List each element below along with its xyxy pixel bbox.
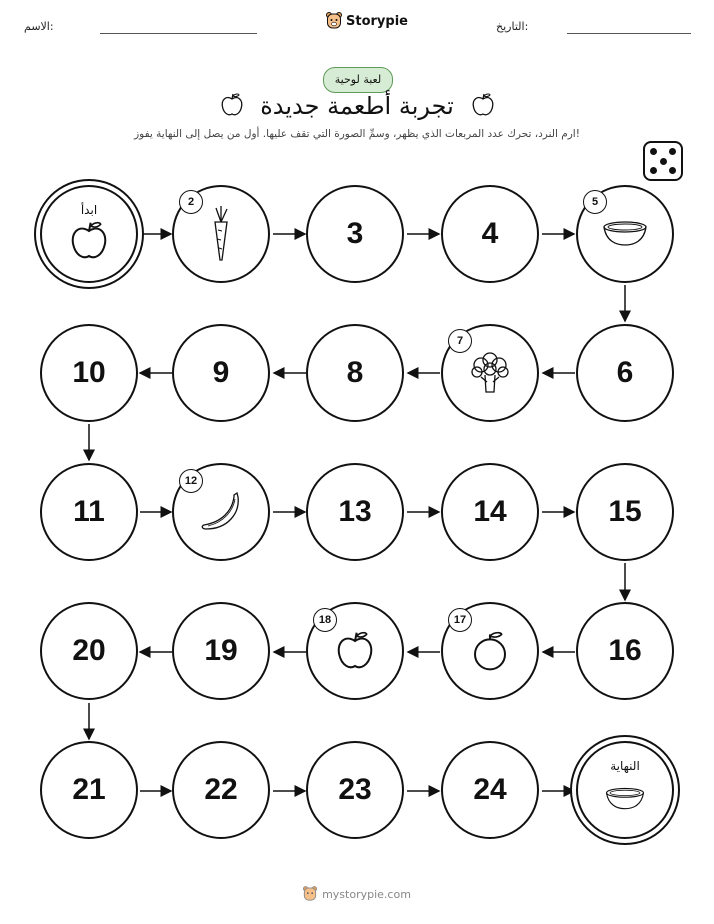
cell-number: 13	[338, 495, 372, 528]
board-cell-22	[172, 741, 270, 839]
board-cell-19	[172, 602, 270, 700]
cell-number: 15	[608, 495, 642, 528]
cell-number-badge: 17	[448, 608, 472, 632]
board-cell-11	[40, 463, 138, 561]
cell-number: 6	[616, 356, 634, 389]
board-cell-8	[306, 324, 404, 422]
footer-site[interactable]: mystorypie.com	[322, 887, 411, 901]
brand-name: Storypie	[346, 13, 408, 29]
page-title: تجربة أطعمة جديدة	[260, 92, 454, 120]
cell-number: 10	[72, 356, 106, 389]
broccoli-icon	[467, 350, 513, 396]
end-cell	[576, 741, 674, 839]
cell-number: 22	[204, 773, 238, 806]
cell-number-badge: 12	[179, 469, 203, 493]
cell-number: 24	[473, 773, 507, 806]
board-cell-23	[306, 741, 404, 839]
cell-number-badge: 18	[313, 608, 337, 632]
bear-logo-icon	[303, 886, 317, 902]
cell-number: 9	[212, 356, 230, 389]
cell-number: 14	[473, 495, 507, 528]
board-cell-10	[40, 324, 138, 422]
board-cell-20	[40, 602, 138, 700]
board-cell-15	[576, 463, 674, 561]
carrot-icon	[206, 204, 236, 264]
cell-number: 20	[72, 634, 106, 667]
bowl-icon	[600, 219, 650, 249]
game-type-badge: لعبة لوحية	[323, 67, 393, 93]
end-label: النهاية	[610, 759, 640, 773]
cell-number: 19	[204, 634, 238, 667]
board-cell-16	[576, 602, 674, 700]
board-cell-24	[441, 741, 539, 839]
apple-icon	[335, 629, 375, 673]
board-cell-13	[306, 463, 404, 561]
cell-number: 16	[608, 634, 642, 667]
cell-number-badge: 5	[583, 190, 607, 214]
instructions: ارم النرد، تحرك عدد المربعات الذي يظهر، وسمِّ الصورة التي تقف عليها. أول من يصل إلى النهاية يفوز!	[134, 128, 580, 140]
footer	[0, 886, 714, 902]
apple-icon	[69, 219, 109, 263]
start-cell	[40, 185, 138, 283]
cell-number: 23	[338, 773, 372, 806]
board-cell-21	[40, 741, 138, 839]
board-cell-3	[306, 185, 404, 283]
board-cell-4	[441, 185, 539, 283]
cell-number-badge: 2	[179, 190, 203, 214]
banana-icon	[196, 489, 246, 535]
cell-number: 21	[72, 773, 106, 806]
cell-number: 4	[481, 217, 499, 250]
cell-number: 11	[73, 495, 105, 528]
board-cell-14	[441, 463, 539, 561]
board-cell-9	[172, 324, 270, 422]
orange-icon	[470, 629, 510, 673]
start-label: ابدأ	[80, 203, 98, 217]
cell-number: 3	[346, 217, 364, 250]
date-label: التاريخ:	[496, 20, 529, 33]
cell-number-badge: 7	[448, 329, 472, 353]
name-label: الاسم:	[24, 20, 54, 33]
bowl-icon	[603, 785, 647, 813]
cell-number: 8	[346, 356, 364, 389]
board-cell-6	[576, 324, 674, 422]
